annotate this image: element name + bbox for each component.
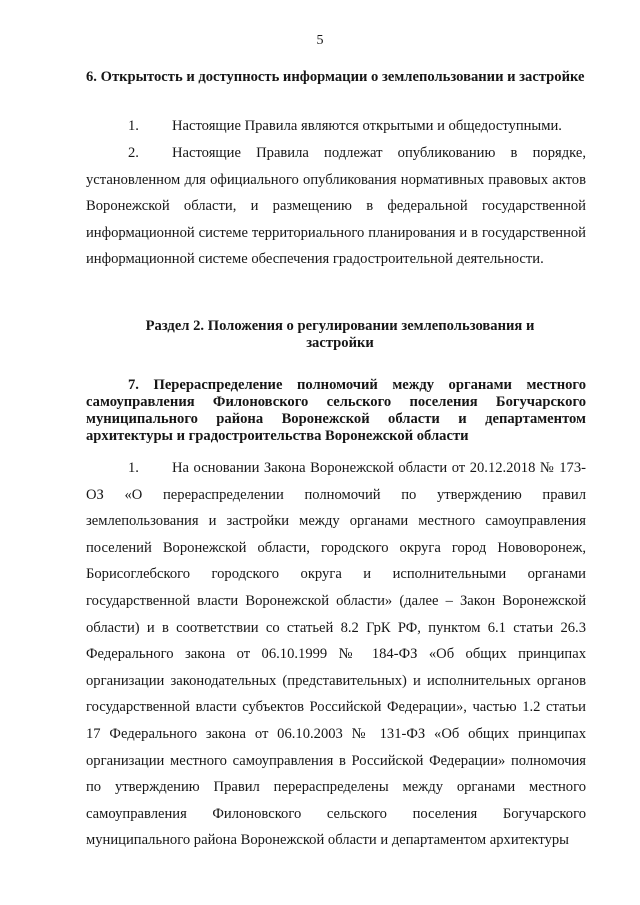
section-7-heading: 7. Перераспределение полномочий между органами местного самоуправления Филоновского сельского поселения Богучарского муниципального района Воронежской области и департаментом архитектуры и градостроительства Воронежской области bbox=[86, 377, 586, 444]
section-6-heading: 6. Открытость и доступность информации о землепользовании и застройке bbox=[86, 69, 585, 85]
item-text: На основании Закона Воронежской области от 20.12.2018 № 173-ОЗ «О перераспределении полномочий по утверждению правил землепользования и застройки между органами местного самоуправления поселений Воронежской области, городского округа город Нововоронеж, Борисоглебского городского округа и исполнительными органами государственной власти Воронежской области» (далее – Закон Воронежской области) и в соответствии со статьей 8.2 ГрК РФ, пунктом 6.1 статьи 26.3 Федерального закона от 06.10.1999 № 184-ФЗ «Об общих принципах организации законодательных (представительных) и исполнительных органов государственной власти субъектов Российской Федерации», частью 1.2 статьи 17 Федерального закона от 06.10.2003 № 131-ФЗ «Об общих принципах организации местного самоуправления в Российской Федерации» полномочия по утверждению Правил перераспределены между органами местного самоуправления Филоновского сельского поселения Богучарского муниципального района Воронежской области и департаментом архитектуры bbox=[86, 460, 586, 849]
part-2-heading: Раздел 2. Положения о регулировании землепользования и застройки bbox=[145, 318, 535, 351]
item-number: 1. bbox=[128, 460, 139, 476]
item-number: 1. bbox=[128, 118, 139, 134]
section-6-item-2 bbox=[86, 140, 586, 273]
section-6-item-1 bbox=[86, 113, 586, 140]
item-text: Настоящие Правила являются открытыми и общедоступными. bbox=[172, 118, 562, 134]
item-number: 2. bbox=[128, 145, 139, 161]
page-number: 5 bbox=[316, 33, 324, 48]
item-text: Настоящие Правила подлежат опубликованию в порядке, установленном для официального опубликования нормативных правовых актов Воронежской области, и размещению в федеральной государственной информационной системе территориального планирования и в государственной информационной системе обеспечения градостроительной деятельности. bbox=[86, 145, 586, 268]
section-7-item-1 bbox=[86, 455, 586, 854]
